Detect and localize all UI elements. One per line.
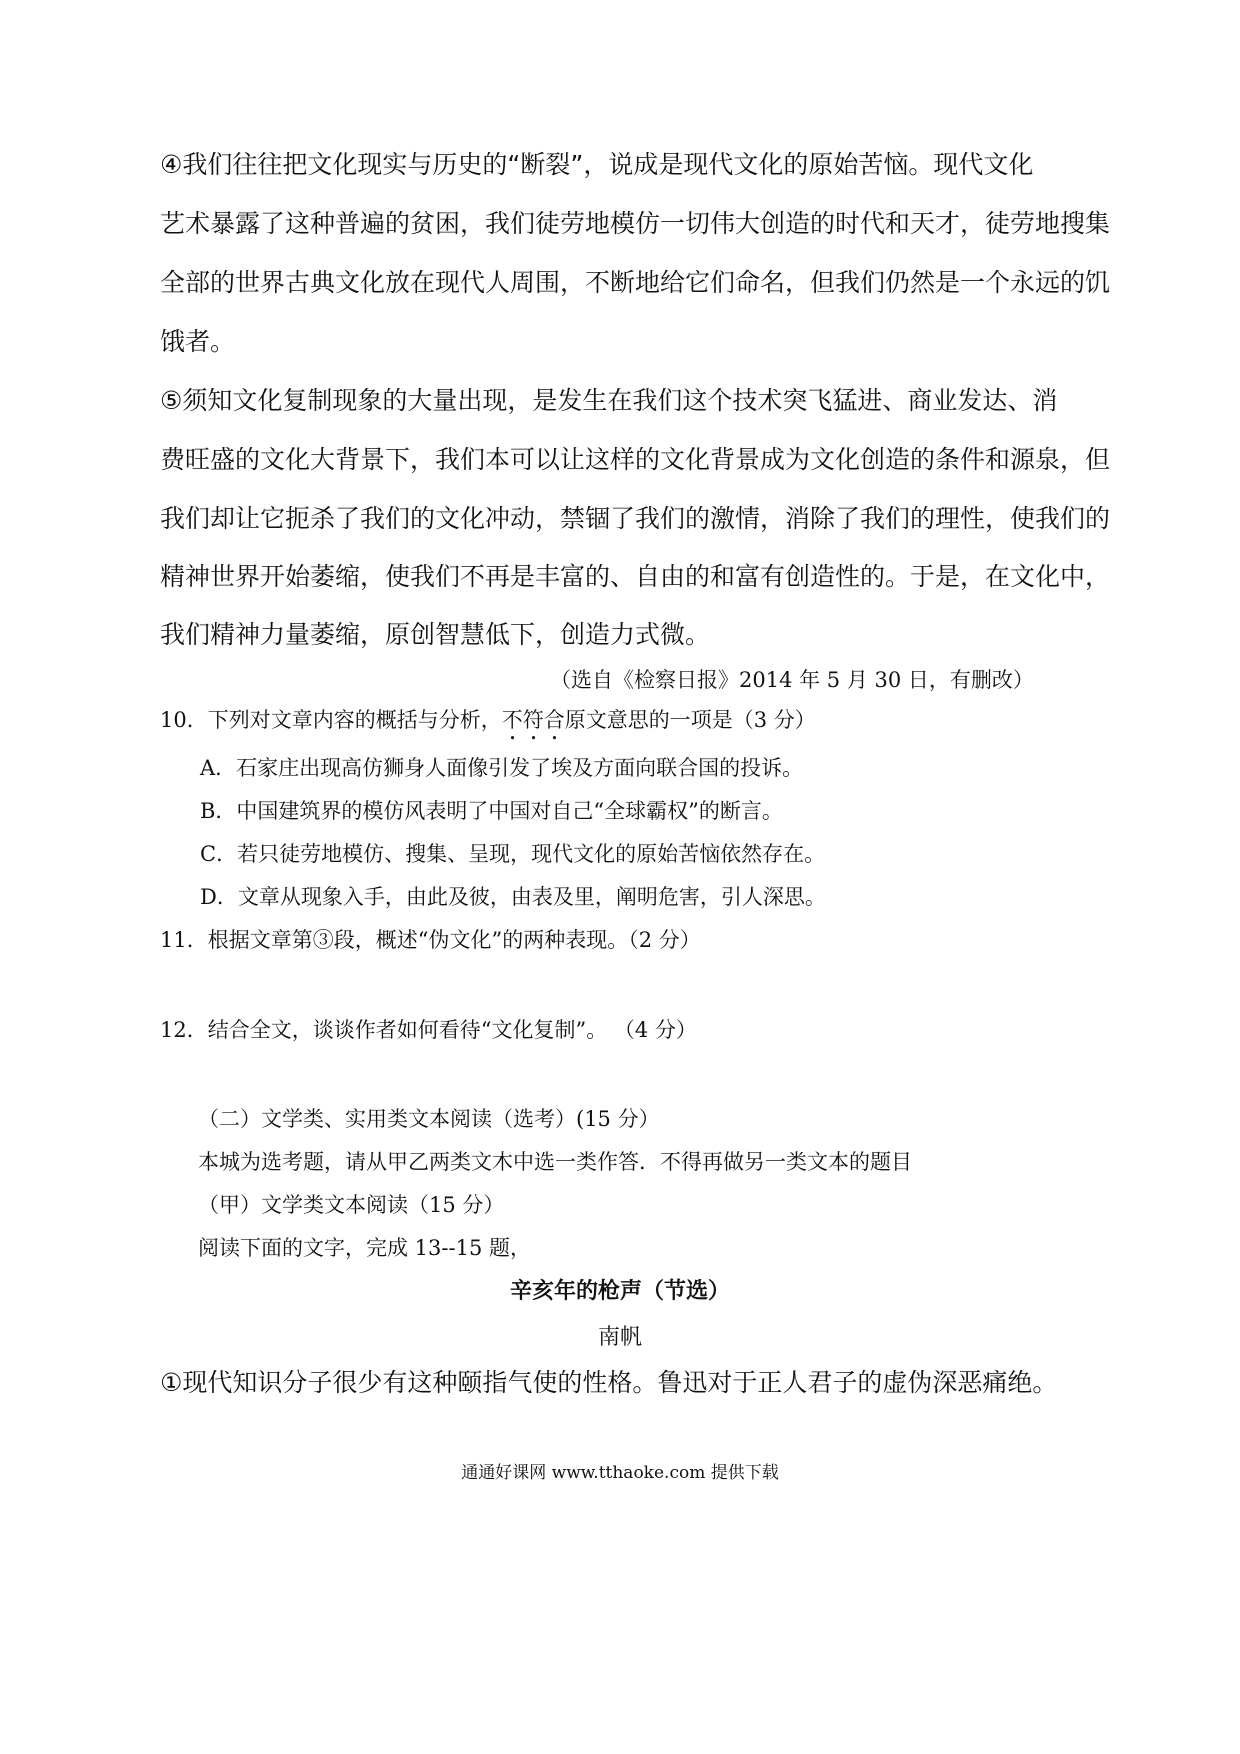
- question-10-emphasis: 不符合: [501, 708, 565, 732]
- text-line: 艺术暴露了这种普遍的贫困，我们徒劳地模仿一切伟大创造的时代和天才，徒劳地搜集: [160, 209, 1111, 238]
- text-line: ⑤须知文化复制现象的大量出现，是发生在我们这个技术突飞猛进、商业发达、消: [160, 386, 1058, 415]
- text-line: 精神世界开始萎缩，使我们不再是丰富的、自由的和富有创造性的。于是，在文化中，: [160, 562, 1111, 591]
- question-10: [160, 706, 816, 745]
- story-paragraph-1: ①现代知识分子很少有这种颐指气使的性格。鲁迅对于正人君子的虚伪深恶痛绝。: [160, 1368, 1058, 1397]
- section-sub-heading: （甲）文学类文本阅读（15 分）: [198, 1193, 505, 1217]
- question-12: 12．结合全文，谈谈作者如何看待“文化复制”。 （4 分）: [160, 1018, 697, 1042]
- option-d: D．文章从现象入手，由此及彼，由表及里，阐明危害，引人深思。: [200, 885, 826, 909]
- text-line: 我们却让它扼杀了我们的文化冲动，禁锢了我们的激情，消除了我们的理性，使我们的: [160, 504, 1111, 533]
- text-line: 全部的世界古典文化放在现代人周围，不断地给它们命名，但我们仍然是一个永远的饥: [160, 268, 1111, 297]
- option-b: B．中国建筑界的模仿风表明了中国对自己“全球霸权”的断言。: [200, 799, 783, 823]
- source-citation: （选自《检察日报》2014 年 5 月 30 日，有删改）: [550, 668, 1034, 692]
- text-line: 我们精神力量萎缩，原创智慧低下，创造力式微。: [160, 620, 711, 649]
- option-c: C．若只徒劳地模仿、搜集、呈现，现代文化的原始苦恼依然存在。: [200, 842, 826, 866]
- section-instruction: 本城为选考题，请从甲乙两类文木中选一类作答．不得再做另一类文本的题目: [198, 1150, 912, 1174]
- text-line: 费旺盛的文化大背景下，我们本可以让这样的文化背景成为文化创造的条件和源泉，但: [160, 445, 1111, 474]
- question-10-prefix: 10．下列对文章内容的概括与分析，: [160, 708, 502, 732]
- reading-instruction: 阅读下面的文字，完成 13--15 题，: [198, 1236, 531, 1260]
- question-11: 11．根据文章第③段，概述“伪文化”的两种表现。（2 分）: [160, 928, 701, 952]
- section-heading: （二）文学类、实用类文本阅读（选考）(15 分）: [198, 1107, 660, 1131]
- story-title: 辛亥年的枪声（节选）: [509, 1279, 730, 1304]
- text-line: 饿者。: [160, 327, 236, 356]
- page-footer: 通通好课网 www.tthaoke.com 提供下载: [461, 1463, 779, 1483]
- option-a: A．石家庄出现高仿狮身人面像引发了埃及方面向联合国的投诉。: [200, 756, 804, 780]
- question-10-suffix: 原文意思的一项是（3 分）: [564, 708, 816, 732]
- story-author: 南帆: [597, 1325, 642, 1350]
- text-line: ④我们往往把文化现实与历史的“断裂”，说成是现代文化的原始苦恼。现代文化: [160, 150, 1034, 179]
